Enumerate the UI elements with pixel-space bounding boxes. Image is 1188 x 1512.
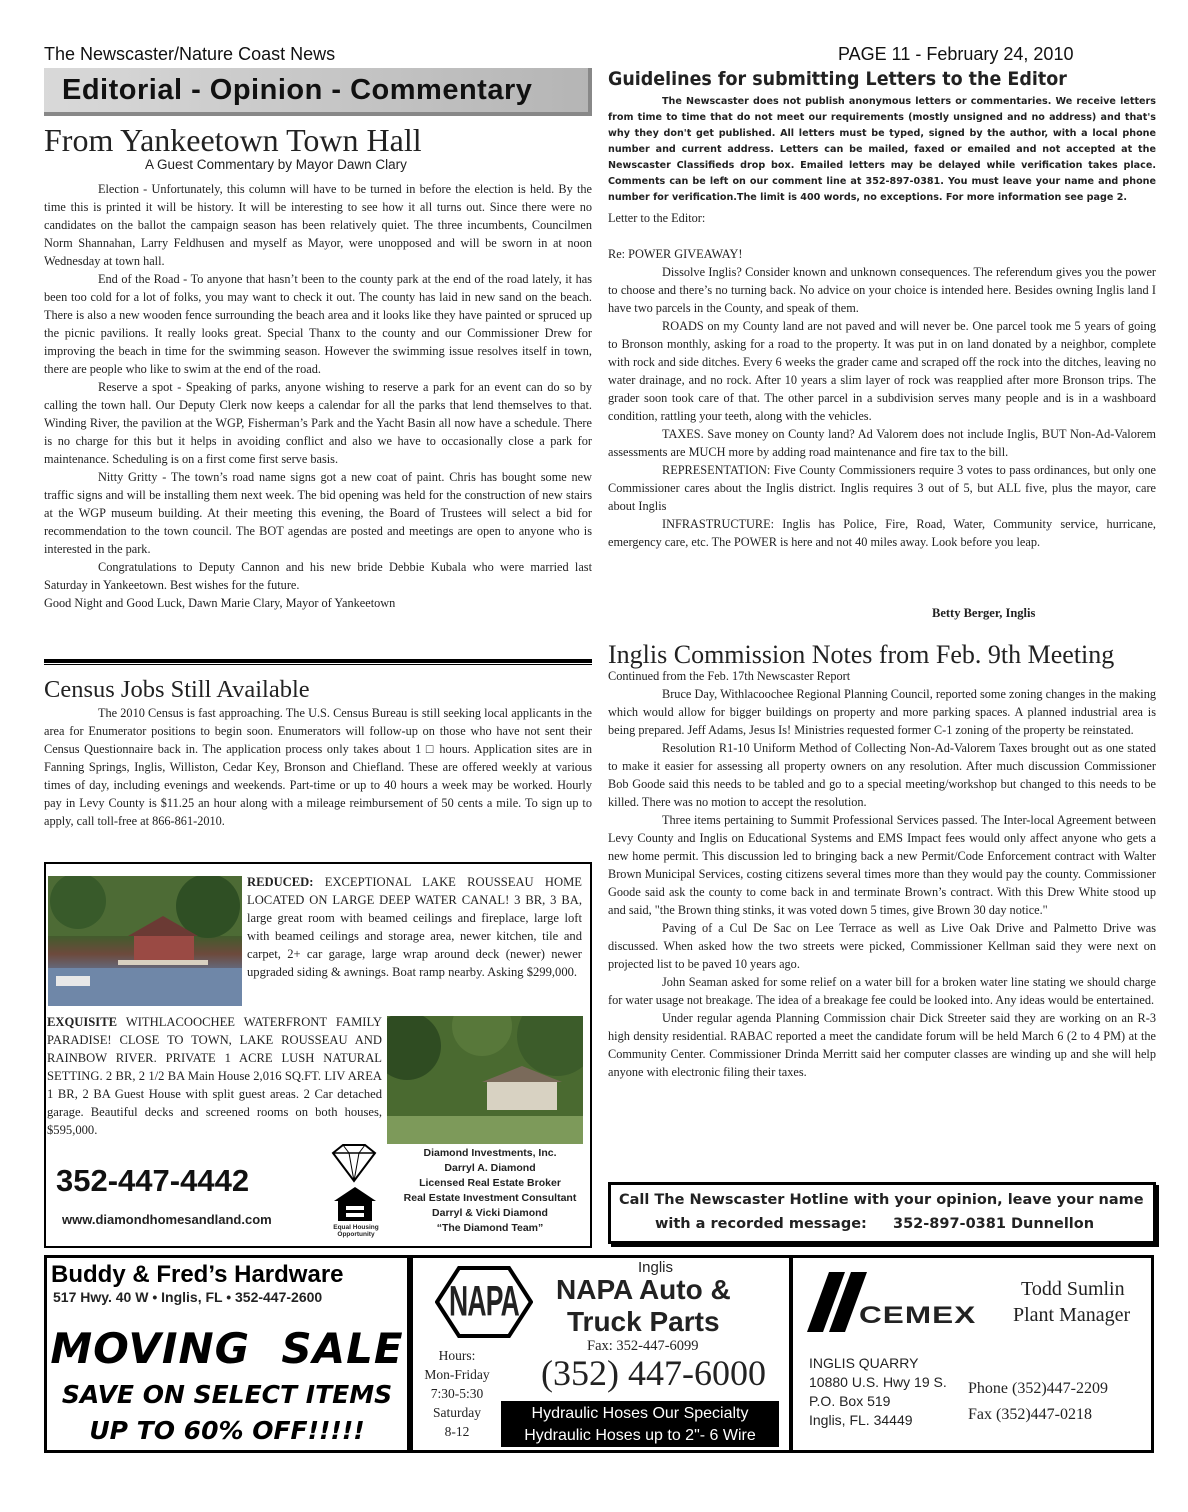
hardware-sale-line-2: SAVE ON SELECT ITEMS xyxy=(61,1380,393,1409)
equal-housing-icon xyxy=(330,1185,380,1223)
inglis-title: Inglis Commission Notes from Feb. 9th Meeting xyxy=(608,640,1115,669)
letter-paragraph: INFRASTRUCTURE: Inglis has Police, Fire, Road, Water, Community service, hurricane, emergency care, etc. The POWER is here and not 40 miles away. Look before you leap. xyxy=(608,517,1156,549)
napa-phone: (352) 447-6000 xyxy=(541,1353,766,1393)
inglis-paragraph: Paving of a Cul De Sac on Lee Terrace as well as Live Oak Drive and Palmetto Drive was discussed. When asked how the two streets were picked, Commissioner Kellman said they were next on projected list to be paved 10 years ago. xyxy=(608,921,1156,971)
section-banner xyxy=(44,68,592,116)
napa-town: Inglis xyxy=(638,1259,674,1276)
section-banner-text: Editorial - Opinion - Commentary xyxy=(62,74,533,106)
agency-line: Darryl & Vicki Diamond xyxy=(432,1207,548,1219)
section-divider xyxy=(44,659,592,665)
agency-line: Licensed Real Estate Broker xyxy=(419,1177,561,1189)
letter-re: Re: POWER GIVEAWAY! xyxy=(608,247,743,261)
napa-tag-2: Hydraulic Hoses up to 2"- 6 Wire xyxy=(524,1427,756,1444)
cemex-address-line: 10880 U.S. Hwy 19 S. xyxy=(809,1374,947,1390)
letter-salutation: Letter to the Editor: xyxy=(608,211,706,225)
cemex-address-line: P.O. Box 519 xyxy=(809,1393,891,1409)
yankeetown-paragraph: Congratulations to Deputy Cannon and his new bride Debbie Kubala who were married last Saturday in Yankeetown. Best wishes for the future. xyxy=(44,560,592,592)
cemex-name: Todd Sumlin xyxy=(1021,1278,1125,1300)
diamond-icon xyxy=(327,1143,381,1183)
napa-tagline xyxy=(501,1401,779,1447)
yankeetown-paragraph: End of the Road - To anyone that hasn’t been to the county park at the end of the road lately, it has been too cold for a lot of folks, you may want to check it out. The county has laid in new sand on the beach. There is also a new wooden fence surrounding the beach area and it looks like they have painted or spruced up the picnic pavilions. It really looks great. Special Thanx to the county and our Commissioner Drew for improving the beach in time for the swimming season. However the swimming issue resolves itself in town, there are people who like to swim at the end of the road. xyxy=(44,272,592,376)
napa-hours-line: Saturday xyxy=(433,1405,481,1420)
guidelines-text: The Newscaster does not publish anonymous letters or commentaries. We receive letters from time to time that do not meet our requirements (mostly unsigned and no address) and that's why they don't get published. All letters must be typed, signed by the author, with a local phone number and current address. Letters can be mailed, faxed or emailed and not accepted at the Newscaster Classifieds drop box. Emailed letters may be delayed while verification takes place. Comments can be left on our comment line at 352-897-0381. You must leave your name and phone number for verification.The limit is 400 words, no exceptions. For more information see page 2. xyxy=(608,96,1156,203)
cemex-ad xyxy=(790,1255,1154,1453)
inglis-paragraph: Resolution R1-10 Uniform Method of Collecting Non-Ad-Valorem Taxes brought out as one stated to make it easier for assessing all property owners on any resolution. After much discussion Commissioner Bob Goode said this needs to be tabled and go to a special meeting/workshop but changed to this needs to be killed. There was no motion to accept the resolution. xyxy=(608,741,1156,809)
hotline-box xyxy=(608,1182,1156,1244)
yankeetown-signoff: Good Night and Good Luck, Dawn Marie Clary, Mayor of Yankeetown xyxy=(44,596,396,610)
letter-signature: Betty Berger, Inglis xyxy=(932,606,1036,620)
hardware-sale-line-3: UP TO 60% OFF!!!!! xyxy=(89,1416,365,1445)
cemex-logo-text: CEMEX xyxy=(859,1302,977,1329)
yankeetown-paragraph: Election - Unfortunately, this column will have to be turned in before the election is held. By the time this is printed it will be history. It will be interesting to see how it all turns out. Since there were no candidates on the ballot the campaign season has been relatively quiet. The three incumbents, Councilmen Norm Shannahan, Larry Feldhusen and myself as Mayor, were unopposed and will be sworn in at noon Wednesday at town hall. xyxy=(44,182,592,268)
inglis-paragraph: Under regular agenda Planning Commission chair Dick Streeter said they are working on an R-3 high density residential. RABAC reported a meet the candidate forum will be held March 6 (2 to 4 PM) at the Community Center. Commissioner Drinda Merritt said her computer classes are winding up and she will help anyone with electronic filing their taxes. xyxy=(608,1011,1156,1079)
hardware-ad xyxy=(44,1255,410,1453)
napa-hours-line: 8-12 xyxy=(444,1424,470,1439)
napa-hours-line: Mon-Friday xyxy=(424,1367,490,1382)
realestate-website: www.diamondhomesandland.com xyxy=(62,1212,272,1227)
cemex-slash-icon xyxy=(807,1272,867,1332)
napa-logo-text: NAPA xyxy=(448,1278,520,1326)
agency-line: Diamond Investments, Inc. xyxy=(423,1147,557,1159)
equal-housing-text: Equal Housing Opportunity xyxy=(333,1224,379,1238)
paper-name: The Newscaster/Nature Coast News xyxy=(44,44,336,64)
agency-line: Real Estate Investment Consultant xyxy=(403,1192,577,1204)
yankeetown-paragraph: Reserve a spot - Speaking of parks, anyone wishing to reserve a park for an event can do so by calling the town hall. Our Deputy Clerk now keeps a calendar for all the parks that lend themselves to that. Winding River, the pavilion at the WGP, Fisherman’s Park and the Yacht Basin all now have a schedule. There is no charge for this but it helps in avoiding conflict and also we have to occasionally close a park for maintenance. Scheduling is on a first come first serve basis. xyxy=(44,380,592,466)
hardware-title: Buddy & Fred’s Hardware xyxy=(51,1261,344,1288)
cemex-role: Plant Manager xyxy=(1013,1304,1131,1326)
lake-house-illustration xyxy=(48,876,242,1006)
napa-tag-1: Hydraulic Hoses Our Specialty xyxy=(531,1405,749,1422)
waterfront-photo xyxy=(387,1016,583,1144)
census-paragraph: The 2010 Census is fast approaching. The U.S. Census Bureau is still seeking local applicants in the area for Enumerator positions to begin soon. Enumerators will follow-up on those who have not sent their Census Questionnaire back in. The application process only takes about 1 □ hours. Application sites are in Fanning Springs, Inglis, Williston, Cedar Key, Bronson and Chiefland. These are offered weekly at various times of day, including evenings and weekends. Part-time or up to 40 hours a week may be worked. Hourly pay in Levy County is $11.25 an hour along with a mileage reimbursement of 50 cents a mile. To sign up to apply, call toll-free at 866-861-2010. xyxy=(44,706,592,828)
napa-hours-line: Hours: xyxy=(438,1348,476,1363)
cemex-address xyxy=(809,1354,947,1430)
napa-title-1: NAPA Auto & xyxy=(556,1274,731,1305)
letter-paragraph: REPRESENTATION: Five County Commissioners require 3 votes to pass ordinances, but only one Commissioner cares about the Inglis district. Inglis requires 3 out of 5, but ALL five, plus the mayor, care about Inglis xyxy=(608,463,1156,513)
listing-2-text: WITHLACOOCHEE WATERFRONT FAMILY PARADISE! CLOSE TO TOWN, LAKE ROUSSEAU AND RAINBOW RIVER. PRIVATE 1 ACRE LUSH NATURAL SETTING. 2 BR, 2 1/2 BA Main House 2,016 SQ.FT. LIV AREA 1 BR, 2 BA Guest House with split guest areas. 2 Car detached garage. Beautiful decks and screened rooms on both houses, $595,000. xyxy=(47,1015,382,1137)
hotline-line-2b: 352-897-0381 Dunnellon xyxy=(893,1216,1095,1232)
cemex-phone: Phone (352)447-2209 xyxy=(968,1380,1108,1397)
guidelines-text-wrap xyxy=(608,94,1156,206)
listing-2 xyxy=(47,1013,382,1139)
letter-paragraph: TAXES. Save money on County land? Ad Valorem does not include Inglis, BUT Non-Ad-Valorem assessments are MUCH more by adding road maintenance and fire tax to the bill. xyxy=(608,427,1156,459)
listing-1-lead: REDUCED: xyxy=(247,875,314,889)
listing-1 xyxy=(247,873,582,981)
hardware-sale: MOVING SALE xyxy=(50,1324,404,1373)
inglis-continued: Continued from the Feb. 17th Newscaster Report xyxy=(608,669,851,683)
hotline-line-1: Call The Newscaster Hotline with your opinion, leave your name xyxy=(619,1192,1144,1208)
lake-house-photo xyxy=(48,876,242,1006)
waterfront-illustration xyxy=(387,1016,583,1144)
census-title: Census Jobs Still Available xyxy=(44,676,310,703)
inglis-body xyxy=(608,685,1156,1081)
letter-paragraph: Dissolve Inglis? Consider known and unknown consequences. The referendum gives you the power to choose and there’s no turning back. No advice on your choice is intended here. Besides owning Inglis land I have two parcels in the County, and speak of them. xyxy=(608,265,1156,315)
census-body xyxy=(44,704,592,830)
napa-ad xyxy=(410,1255,792,1453)
realestate-phone: 352-447-4442 xyxy=(56,1163,250,1198)
yankeetown-body xyxy=(44,180,592,612)
yankeetown-byline: A Guest Commentary by Mayor Dawn Clary xyxy=(145,157,407,172)
page-number: PAGE 11 - February 24, 2010 xyxy=(838,44,1074,64)
cemex-fax: Fax (352)447-0218 xyxy=(968,1406,1092,1423)
inglis-paragraph: Bruce Day, Withlacoochee Regional Planning Council, reported some zoning changes in the making which would allow for bigger buildings on property and more parking spaces. A planned industrial area is being prepared. Jeff Adams, Jesus Is! Ministries requested former C-1 zoning of the property be reinstated. xyxy=(608,687,1156,737)
napa-hours-line: 7:30-5:30 xyxy=(430,1386,484,1401)
cemex-logo xyxy=(807,1272,987,1336)
inglis-paragraph: Three items pertaining to Summit Professional Services passed. The Inter-local Agreement between Levy County and Inglis on Educational Systems and EMS Impact fees would only affect anyone who gets a new home permit. This discussion led to bringing back a new Permit/Code Enforcement contract with Walter Brown Municipal Services, costing citizens several times more than they would pay the county. Commissioner Goode said ask the county to come back in and terminate Brown’s contract. With this Drew White stood up and said, "the Brown thing stinks, it was voted down 5 times, give Brown 30 day notice." xyxy=(608,813,1156,917)
yankeetown-title: From Yankeetown Town Hall xyxy=(44,122,422,158)
agency-info xyxy=(388,1146,592,1236)
agency-line: “The Diamond Team” xyxy=(436,1222,544,1234)
cemex-address-line: INGLIS QUARRY xyxy=(809,1355,919,1371)
yankeetown-paragraph: Nitty Gritty - The town’s road name signs got a new coat of paint. Chris has bought some new traffic signs and will be installing them next week. The bid opening was held for the construction of new stairs at the WGP museum building. At their meeting this evening, the Board of Trustees will select a bid for recommendation to the town council. The BOT agendas are posted and meetings are open to anyone who is interested in the park. xyxy=(44,470,592,556)
napa-logo xyxy=(435,1264,533,1340)
guidelines-title: Guidelines for submitting Letters to the Editor xyxy=(608,68,1067,90)
cemex-address-line: Inglis, FL. 34449 xyxy=(809,1412,913,1428)
hardware-address: 517 Hwy. 40 W • Inglis, FL • 352-447-2600 xyxy=(53,1289,323,1305)
listing-1-text: EXCEPTIONAL LAKE ROUSSEAU HOME LOCATED ON LARGE DEEP WATER CANAL! 3 BR, 3 BA, large great room with beamed ceilings and fireplace, large loft with beamed ceilings and storage area, newer kitchen, tile and carpet, 2+ car garage, large wrap around deck (newer) newer upgraded siding & awnings. Boat ramp nearby. Asking $299,000. xyxy=(247,875,582,979)
inglis-paragraph: John Seaman asked for some relief on a water bill for a broken water line stating we should charge for water usage not breakage. The idea of a breakage fee could be looked into. Any ideas would be entertained. xyxy=(608,975,1156,1007)
napa-hours xyxy=(415,1346,499,1441)
letter xyxy=(608,209,1156,551)
letter-paragraph: ROADS on my County land are not paved and will never be. One parcel took me 5 years of going to Bronson monthly, asking for a road to the property. It was put in on land donated by a neighbor, complete with rock and side ditches. Every 6 weeks the grader came and scraped off the rock into the ditches, leaving no water drainage, and no rock. After 10 years a slim layer of rock was reapplied after more Bronson trips. The grader soon took care of that. The other parcel in a subdivision serves many people and is in a washboard condition, rattling your teeth, along with the vehicles. xyxy=(608,319,1156,423)
hotline-line-2a: with a recorded message: xyxy=(655,1216,867,1232)
napa-title-2: Truck Parts xyxy=(567,1306,720,1337)
napa-fax: Fax: 352-447-6099 xyxy=(587,1338,699,1354)
listing-2-lead: EXQUISITE xyxy=(47,1015,117,1029)
agency-line: Darryl A. Diamond xyxy=(444,1162,536,1174)
